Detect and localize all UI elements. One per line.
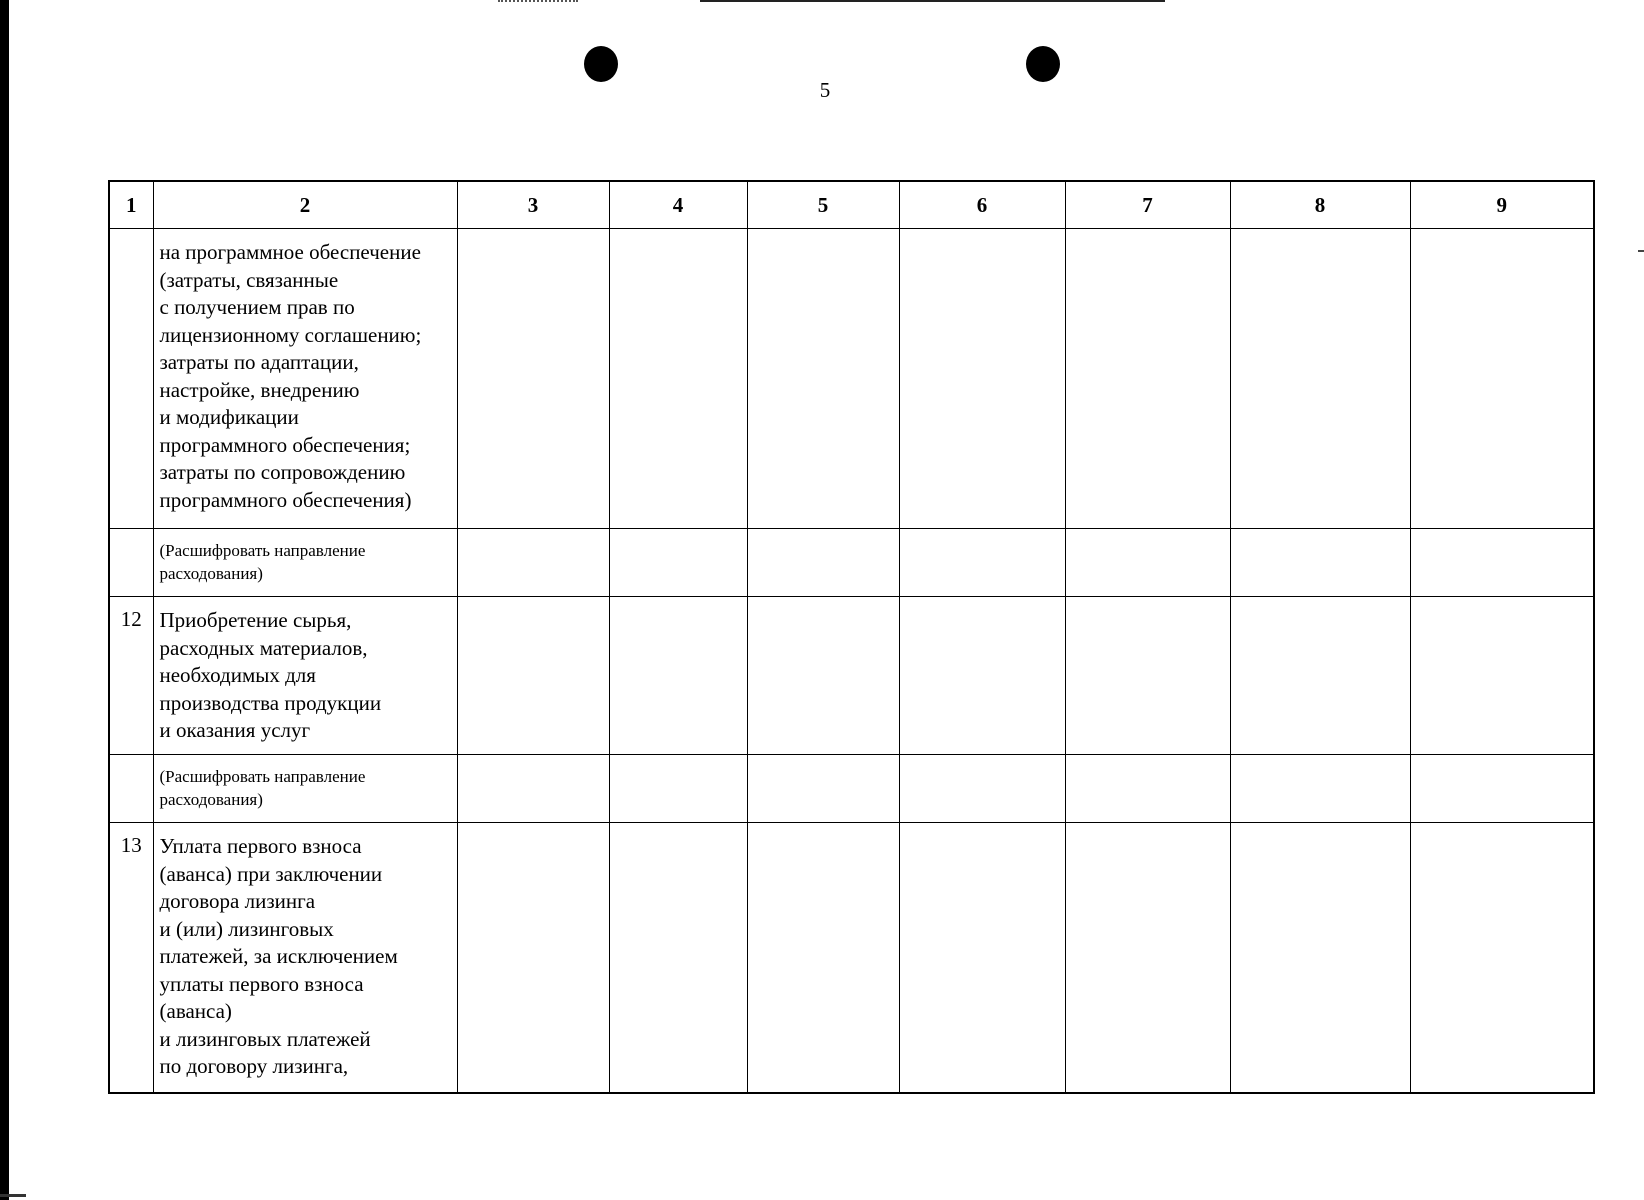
table-cell <box>1230 597 1410 755</box>
table-cell <box>1065 823 1230 1093</box>
row-number <box>109 529 153 597</box>
table-cell <box>899 229 1065 529</box>
table-row <box>109 529 1594 597</box>
header-col-7: 7 <box>1065 181 1230 229</box>
punch-hole-right <box>1026 46 1060 82</box>
table-cell <box>747 755 899 823</box>
table-cell <box>1065 229 1230 529</box>
table-cell <box>899 823 1065 1093</box>
row-description: Уплата первого взноса (аванса) при заключении договора лизинга и (или) лизинговых платежей, за исключением уплаты первого взноса (аванса) и лизинговых платежей по договору лизинга, <box>153 823 457 1093</box>
table-cell <box>899 755 1065 823</box>
row-note: (Расшифровать направление расходования) <box>153 529 457 597</box>
table-cell <box>1065 755 1230 823</box>
table-cell <box>1410 823 1594 1093</box>
top-scan-mark <box>498 0 578 4</box>
table-cell <box>457 229 609 529</box>
scan-left-edge <box>0 0 9 1200</box>
table-row <box>109 229 1594 529</box>
header-col-2: 2 <box>153 181 457 229</box>
row-note: (Расшифровать направление расходования) <box>153 755 457 823</box>
table-cell <box>747 823 899 1093</box>
table-cell <box>1410 755 1594 823</box>
table-cell <box>609 755 747 823</box>
header-col-1: 1 <box>109 181 153 229</box>
header-col-5: 5 <box>747 181 899 229</box>
table-cell <box>1065 529 1230 597</box>
table-cell <box>457 529 609 597</box>
expense-table <box>108 180 1595 1094</box>
table-row <box>109 755 1594 823</box>
page-number: 5 <box>819 78 831 102</box>
side-scan-mark <box>1638 250 1644 252</box>
table-cell <box>899 529 1065 597</box>
table-cell <box>1230 823 1410 1093</box>
table-cell <box>1230 529 1410 597</box>
table-cell <box>609 229 747 529</box>
table-cell <box>609 529 747 597</box>
table-row <box>109 597 1594 755</box>
table-cell <box>609 823 747 1093</box>
table-cell <box>1410 529 1594 597</box>
table-cell <box>609 597 747 755</box>
header-col-3: 3 <box>457 181 609 229</box>
table-cell <box>1230 229 1410 529</box>
punch-hole-left <box>584 46 618 82</box>
table-cell <box>457 823 609 1093</box>
table-cell <box>747 229 899 529</box>
table-cell <box>747 597 899 755</box>
row-description: Приобретение сырья, расходных материалов, необходимых для производства продукции и оказания услуг <box>153 597 457 755</box>
table-cell <box>899 597 1065 755</box>
header-col-4: 4 <box>609 181 747 229</box>
header-col-8: 8 <box>1230 181 1410 229</box>
table-cell <box>747 529 899 597</box>
row-number <box>109 229 153 529</box>
row-number: 12 <box>109 597 153 755</box>
table-cell <box>1410 597 1594 755</box>
table-cell <box>1230 755 1410 823</box>
table-row <box>109 823 1594 1093</box>
table-cell <box>1065 597 1230 755</box>
header-col-6: 6 <box>899 181 1065 229</box>
table-cell <box>457 597 609 755</box>
corner-scan-mark <box>0 1194 26 1197</box>
header-col-9: 9 <box>1410 181 1594 229</box>
row-description: на программное обеспечение (затраты, связанные с получением прав по лицензионному соглашению; затраты по адаптации, настройке, внедрению и модификации программного обеспечения; затраты по сопровождению программного обеспечения) <box>153 229 457 529</box>
header-row <box>109 181 1594 229</box>
table-cell <box>1410 229 1594 529</box>
row-number: 13 <box>109 823 153 1093</box>
row-number <box>109 755 153 823</box>
top-rule-line <box>700 0 1165 2</box>
table-cell <box>457 755 609 823</box>
